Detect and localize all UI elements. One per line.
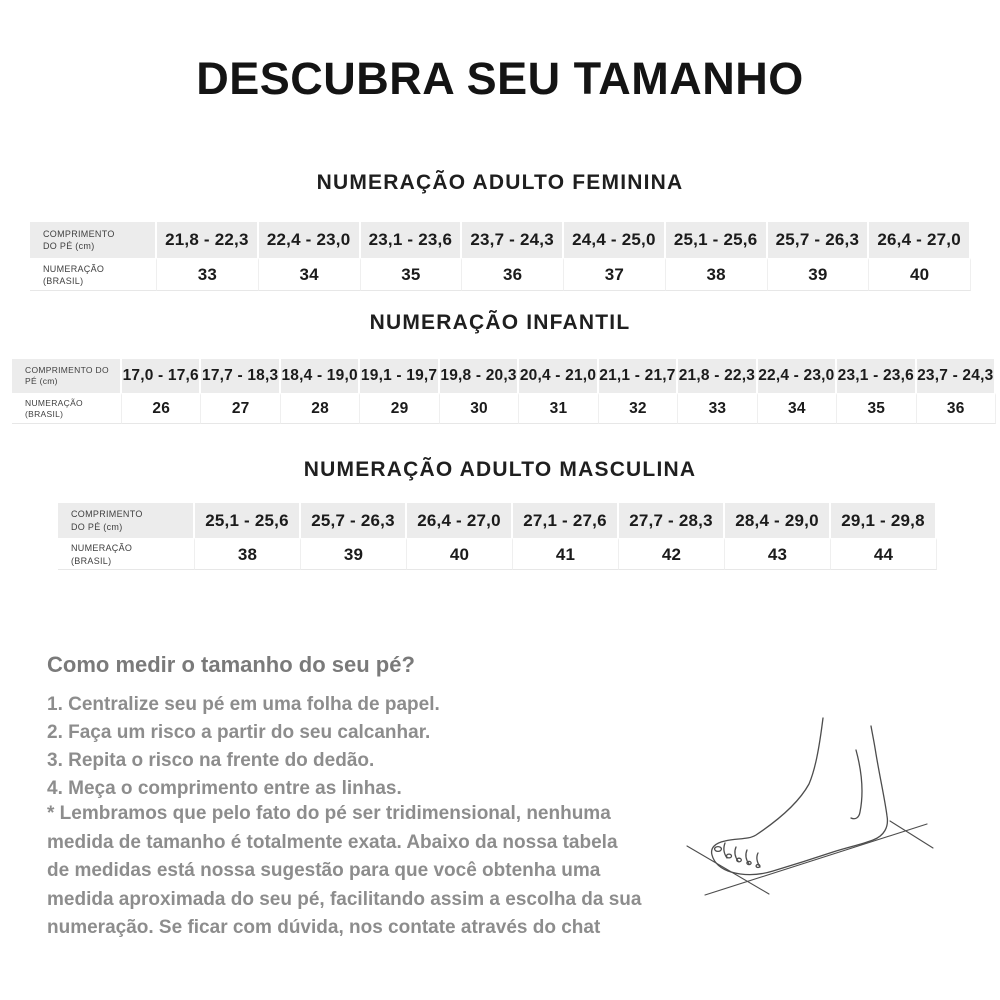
size-number-cell: 28 [281, 393, 360, 424]
measure-heel-line [890, 821, 933, 848]
measure-toe-line [687, 846, 769, 894]
size-number-cell: 41 [513, 538, 619, 570]
size-number-cell: 39 [301, 538, 407, 570]
size-table-masculina [58, 503, 937, 570]
foot-length-cell: 28,4 - 29,0 [725, 503, 831, 538]
foot-length-cell: 25,7 - 26,3 [301, 503, 407, 538]
row-label-size-number: NUMERAÇÃO (BRASIL) [30, 258, 157, 291]
measure-ground-line [705, 824, 927, 895]
foot-length-cell: 23,1 - 23,6 [361, 222, 463, 258]
size-number-cell: 29 [360, 393, 439, 424]
size-table-infantil [12, 359, 996, 424]
foot-length-cell: 21,1 - 21,7 [599, 359, 678, 393]
ankle-line [851, 750, 862, 819]
size-number-cell: 34 [259, 258, 361, 291]
size-number-cell: 36 [462, 258, 564, 291]
size-number-cell: 35 [837, 393, 916, 424]
row-label-size-number: NUMERAÇÃO (BRASIL) [12, 393, 122, 424]
foot-length-cell: 26,4 - 27,0 [869, 222, 971, 258]
foot-length-cell: 21,8 - 22,3 [678, 359, 757, 393]
foot-length-cell: 18,4 - 19,0 [281, 359, 360, 393]
size-number-cell: 33 [157, 258, 259, 291]
foot-length-cell: 20,4 - 21,0 [519, 359, 598, 393]
foot-length-cell: 19,8 - 20,3 [440, 359, 519, 393]
size-number-cell: 40 [407, 538, 513, 570]
size-number-cell: 31 [519, 393, 598, 424]
howto-step: 3. Repita o risco na frente do dedão. [47, 750, 375, 771]
foot-length-cell: 19,1 - 19,7 [360, 359, 439, 393]
size-number-cell: 44 [831, 538, 937, 570]
row-label-foot-length: COMPRIMENTO DO PÉ (cm) [58, 503, 195, 538]
size-number-cell: 36 [917, 393, 996, 424]
foot-length-cell: 17,0 - 17,6 [122, 359, 201, 393]
section-heading-infantil: NUMERAÇÃO INFANTIL [369, 311, 631, 334]
size-number-cell: 38 [666, 258, 768, 291]
foot-length-cell: 23,1 - 23,6 [837, 359, 916, 393]
size-number-cell: 42 [619, 538, 725, 570]
foot-length-cell: 23,7 - 24,3 [917, 359, 996, 393]
foot-length-cell: 29,1 - 29,8 [831, 503, 937, 538]
row-label-size-number: NUMERAÇÃO (BRASIL) [58, 538, 195, 570]
foot-length-cell: 26,4 - 27,0 [407, 503, 513, 538]
foot-length-cell: 24,4 - 25,0 [564, 222, 666, 258]
size-number-cell: 34 [758, 393, 837, 424]
size-number-cell: 32 [599, 393, 678, 424]
foot-length-cell: 17,7 - 18,3 [201, 359, 280, 393]
howto-heading: Como medir o tamanho do seu pé? [47, 652, 415, 677]
section-heading-adulto-feminina: NUMERAÇÃO ADULTO FEMININA [316, 171, 684, 194]
foot-length-cell: 27,1 - 27,6 [513, 503, 619, 538]
foot-length-cell: 25,1 - 25,6 [195, 503, 301, 538]
size-number-cell: 37 [564, 258, 666, 291]
foot-length-cell: 21,8 - 22,3 [157, 222, 259, 258]
size-number-cell: 43 [725, 538, 831, 570]
size-number-cell: 30 [440, 393, 519, 424]
foot-length-cell: 25,7 - 26,3 [768, 222, 870, 258]
foot-length-cell: 23,7 - 24,3 [462, 222, 564, 258]
foot-length-cell: 27,7 - 28,3 [619, 503, 725, 538]
row-label-foot-length: COMPRIMENTO DO PÉ (cm) [30, 222, 157, 258]
howto-step: 4. Meça o comprimento entre as linhas. [47, 778, 402, 799]
foot-outline [712, 718, 888, 875]
size-number-cell: 26 [122, 393, 201, 424]
size-disclaimer-text: * Lembramos que pelo fato do pé ser tridimensional, nenhuma medida de tamanho é totalmente exata. Abaixo da nossa tabela de medidas está nossa sugestão para que você obtenha uma medida aproximada do seu pé, facilitando assim a escolha da sua numeração. Se ficar com dúvida, nos contate através do chat [47, 803, 642, 938]
size-number-cell: 27 [201, 393, 280, 424]
foot-length-cell: 25,1 - 25,6 [666, 222, 768, 258]
foot-length-cell: 22,4 - 23,0 [758, 359, 837, 393]
size-number-cell: 33 [678, 393, 757, 424]
size-number-cell: 39 [768, 258, 870, 291]
size-table-feminina [30, 222, 971, 291]
size-number-cell: 40 [869, 258, 971, 291]
size-number-cell: 35 [361, 258, 463, 291]
size-number-cell: 38 [195, 538, 301, 570]
foot-length-cell: 22,4 - 23,0 [259, 222, 361, 258]
section-heading-adulto-masculina: NUMERAÇÃO ADULTO MASCULINA [303, 458, 697, 481]
howto-step: 1. Centralize seu pé em uma folha de papel. [47, 694, 440, 715]
howto-steps [47, 691, 647, 803]
page-title: DESCUBRA SEU TAMANHO [196, 53, 804, 104]
row-label-foot-length: COMPRIMENTO DO PÉ (cm) [12, 359, 122, 393]
howto-step: 2. Faça um risco a partir do seu calcanhar. [47, 722, 431, 743]
foot-measure-illustration [665, 688, 997, 948]
